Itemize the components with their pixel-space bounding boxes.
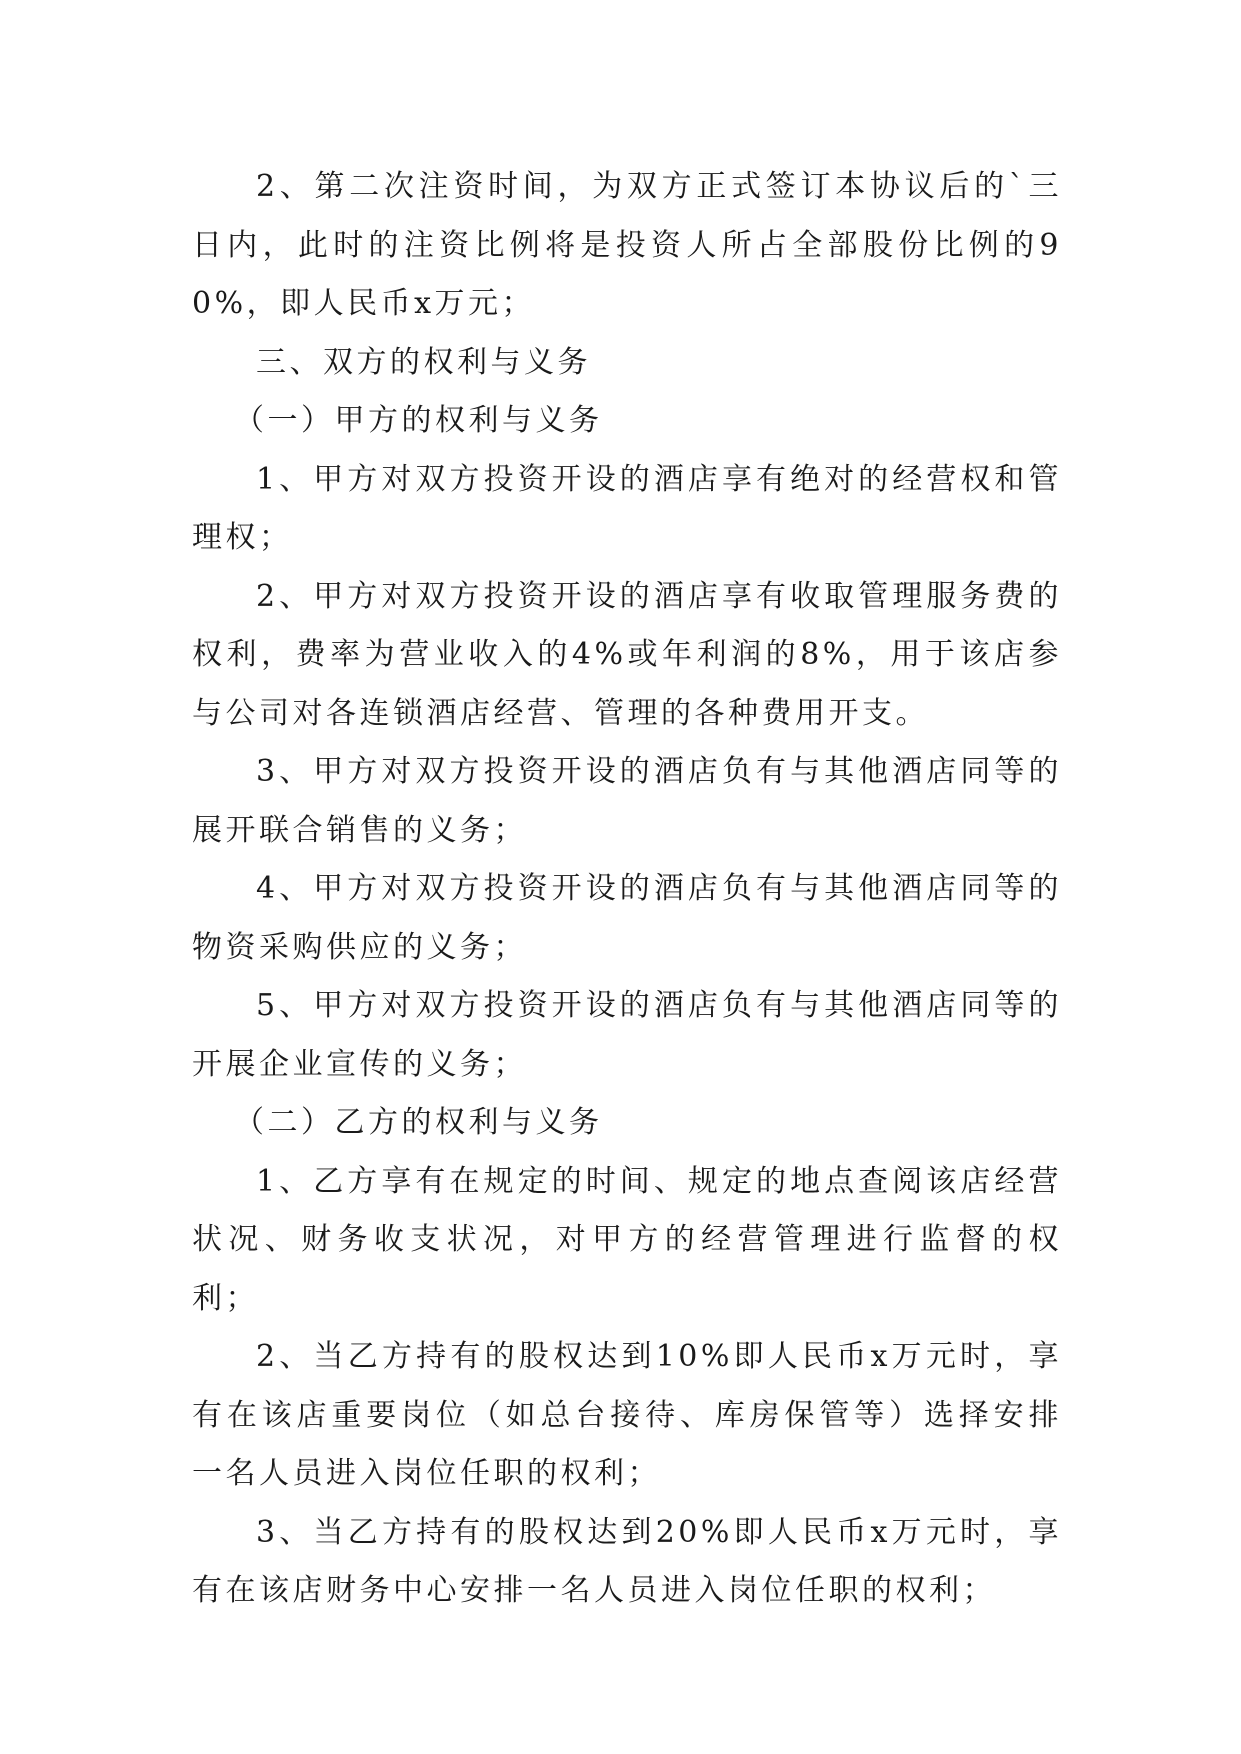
paragraph-party-b-clause-2: 2、当乙方持有的股权达到10%即人民币x万元时，享有在该店重要岗位（如总台接待、库房保管等）选择安排一名人员进入岗位任职的权利； [192,1339,1062,1491]
paragraph-party-b-clause-1: 1、乙方享有在规定的时间、规定的地点查阅该店经营状况、财务收支状况，对甲方的经营管理进行监督的权利； [192,1163,1062,1316]
section-heading-rights-obligations: 三、双方的权利与义务 [256,344,591,380]
subsection-heading-party-b: （二）乙方的权利与义务 [234,1105,603,1140]
paragraph-party-a-clause-5: 5、甲方对双方投资开设的酒店负有与其他酒店同等的开展企业宣传的义务； [192,988,1062,1082]
paragraph-party-a-clause-4: 4、甲方对双方投资开设的酒店负有与其他酒店同等的物资采购供应的义务； [192,871,1062,965]
paragraph-party-a-clause-3: 3、甲方对双方投资开设的酒店负有与其他酒店同等的展开联合销售的义务； [192,754,1062,848]
paragraph-party-a-clause-1: 1、甲方对双方投资开设的酒店享有绝对的经营权和管理权； [192,461,1062,555]
subsection-heading-party-a: （一）甲方的权利与义务 [234,403,603,438]
paragraph-second-capital-injection: 2、第二次注资时间，为双方正式签订本协议后的`三日内，此时的注资比例将是投资人所占全部股份比例的90%，即人民币x万元； [192,169,1062,321]
document-body [192,158,1062,1621]
paragraph-party-b-clause-3: 3、当乙方持有的股权达到20%即人民币x万元时，享有在该店财务中心安排一名人员进入岗位任职的权利； [192,1514,1062,1608]
paragraph-party-a-clause-2: 2、甲方对双方投资开设的酒店享有收取管理服务费的权利，费率为营业收入的4%或年利润的8%，用于该店参与公司对各连锁酒店经营、管理的各种费用开支。 [192,578,1062,731]
